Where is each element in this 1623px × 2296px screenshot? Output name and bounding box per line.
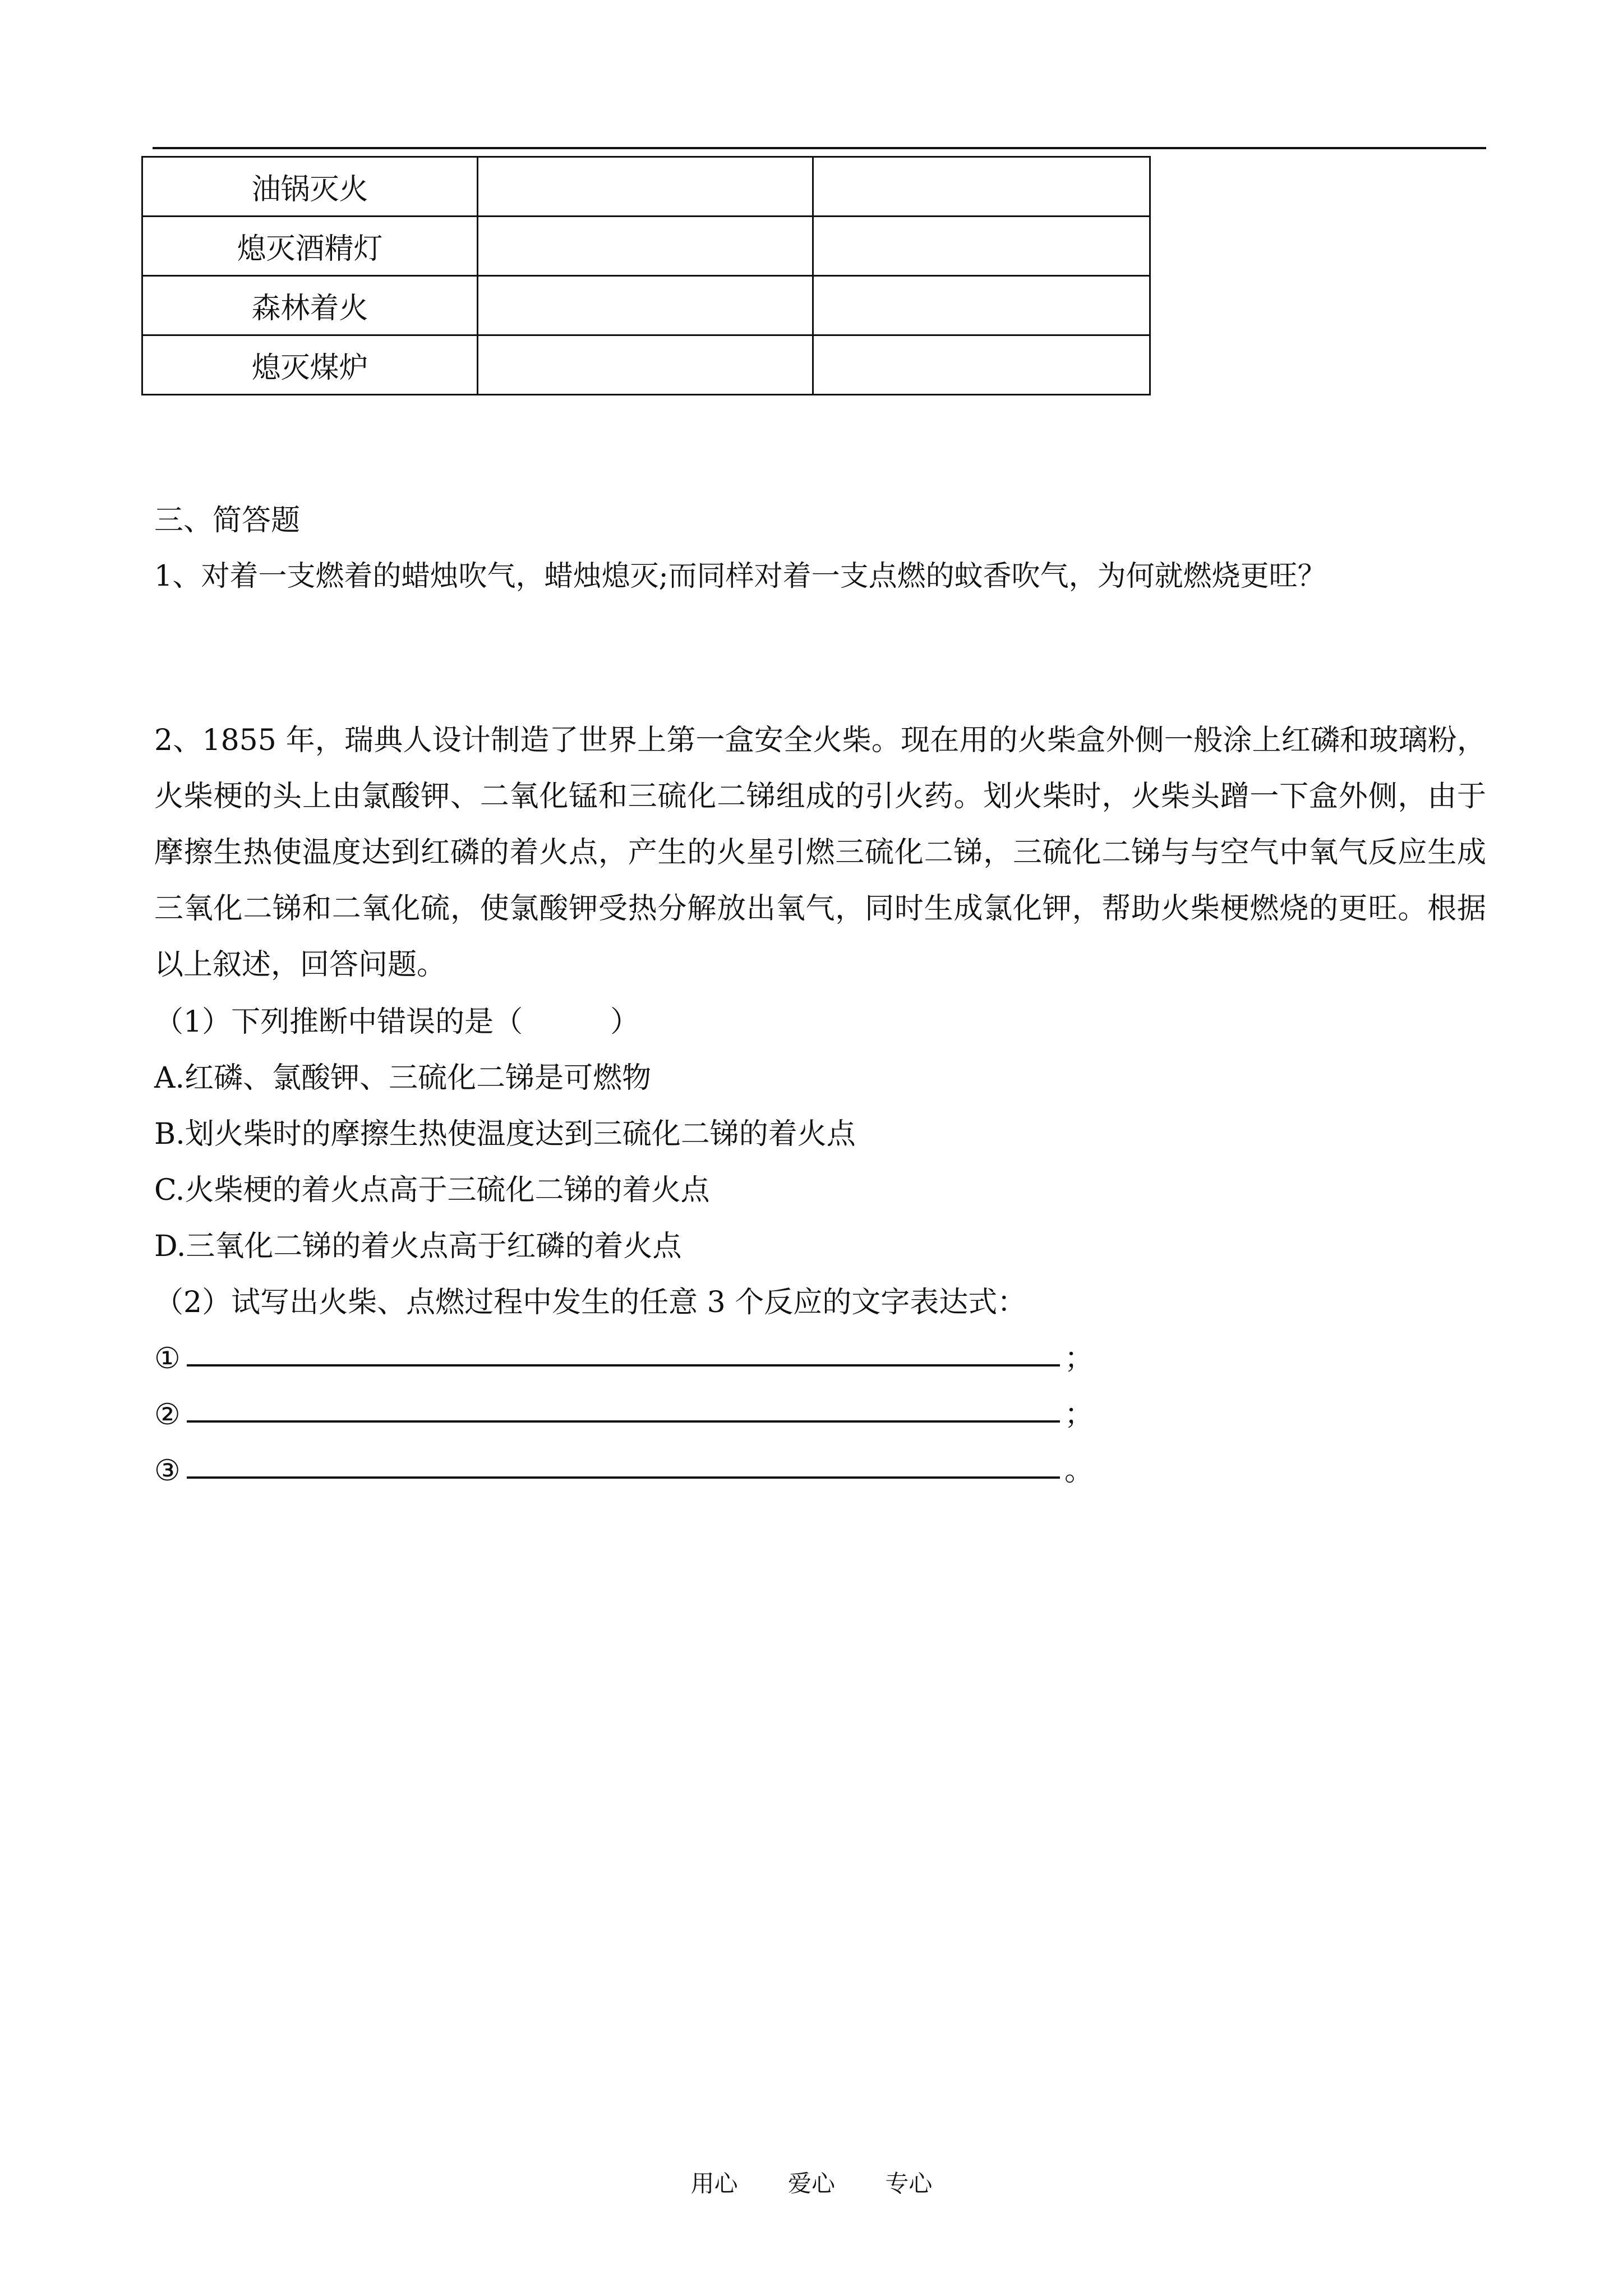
table-cell-scenario: 油锅灭火	[142, 157, 478, 217]
option-c: C.火柴梗的着火点高于三硫化二锑的着火点	[154, 1174, 710, 1207]
answer-line-2[interactable]	[187, 1420, 1060, 1423]
page-footer	[0, 2165, 1623, 2199]
footer-word: 用心	[690, 2170, 738, 2197]
answer-marker-3: ③	[154, 1454, 181, 1488]
answer-end-1: ；	[1064, 1342, 1094, 1375]
footer-word: 专心	[885, 2170, 933, 2197]
option-d: D.三氧化二锑的着火点高于红磷的着火点	[154, 1230, 682, 1263]
option-b: B.划火柴时的摩擦生热使温度达到三硫化二锑的着火点	[154, 1117, 856, 1151]
table-cell-blank[interactable]	[478, 217, 813, 276]
table-row	[142, 157, 1150, 217]
table-cell-scenario: 森林着火	[142, 276, 478, 335]
answer-end-2: ；	[1064, 1398, 1094, 1432]
option-a: A.红磷、氯酸钾、三硫化二锑是可燃物	[154, 1061, 652, 1095]
table-cell-blank[interactable]	[478, 276, 813, 335]
answer-marker-1: ①	[154, 1342, 181, 1375]
table-row	[142, 335, 1150, 395]
table-cell-blank[interactable]	[813, 335, 1150, 395]
answer-end-3: 。	[1064, 1454, 1094, 1488]
answer-marker-2: ②	[154, 1398, 181, 1432]
answer-line-3[interactable]	[187, 1476, 1060, 1479]
table-cell-blank[interactable]	[813, 276, 1150, 335]
table-cell-blank[interactable]	[813, 217, 1150, 276]
table-row	[142, 276, 1150, 335]
header-rule	[153, 147, 1486, 149]
question-1: 1、对着一支燃着的蜡烛吹气，蜡烛熄灭;而同样对着一支点燃的蚊香吹气，为何就燃烧更旺？	[154, 560, 1326, 593]
section-title: 三、简答题	[154, 504, 301, 537]
table-cell-blank[interactable]	[813, 157, 1150, 217]
question-2-sub2: （2）试写出火柴、点燃过程中发生的任意 3 个反应的文字表达式：	[154, 1286, 1027, 1319]
table-cell-blank[interactable]	[478, 157, 813, 217]
table-cell-scenario: 熄灭酒精灯	[142, 217, 478, 276]
question-2-passage: 2、1855 年，瑞典人设计制造了世界上第一盒安全火柴。现在用的火柴盒外侧一般涂上红磷和玻璃粉，火柴梗的头上由氯酸钾、二氧化锰和三硫化二锑组成的引火药。划火柴时，火柴头蹭一下盒外侧，由于摩擦生热使温度达到红磷的着火点，产生的火星引燃三硫化二锑，三硫化二锑与与空气中氧气反应生成三氧化二锑和二氧化硫，使氯酸钾受热分解放出氧气，同时生成氯化钾，帮助火柴梗燃烧的更旺。根据以上叙述，回答问题。	[154, 724, 1486, 982]
footer-word: 爱心	[787, 2170, 835, 2197]
table-row	[142, 217, 1150, 276]
extinguishing-methods-table	[141, 156, 1151, 395]
question-2-sub1: （1）下列推断中错误的是（ ）	[154, 1005, 640, 1039]
table-cell-blank[interactable]	[478, 335, 813, 395]
table-cell-scenario: 熄灭煤炉	[142, 335, 478, 395]
answer-line-1[interactable]	[187, 1364, 1060, 1366]
